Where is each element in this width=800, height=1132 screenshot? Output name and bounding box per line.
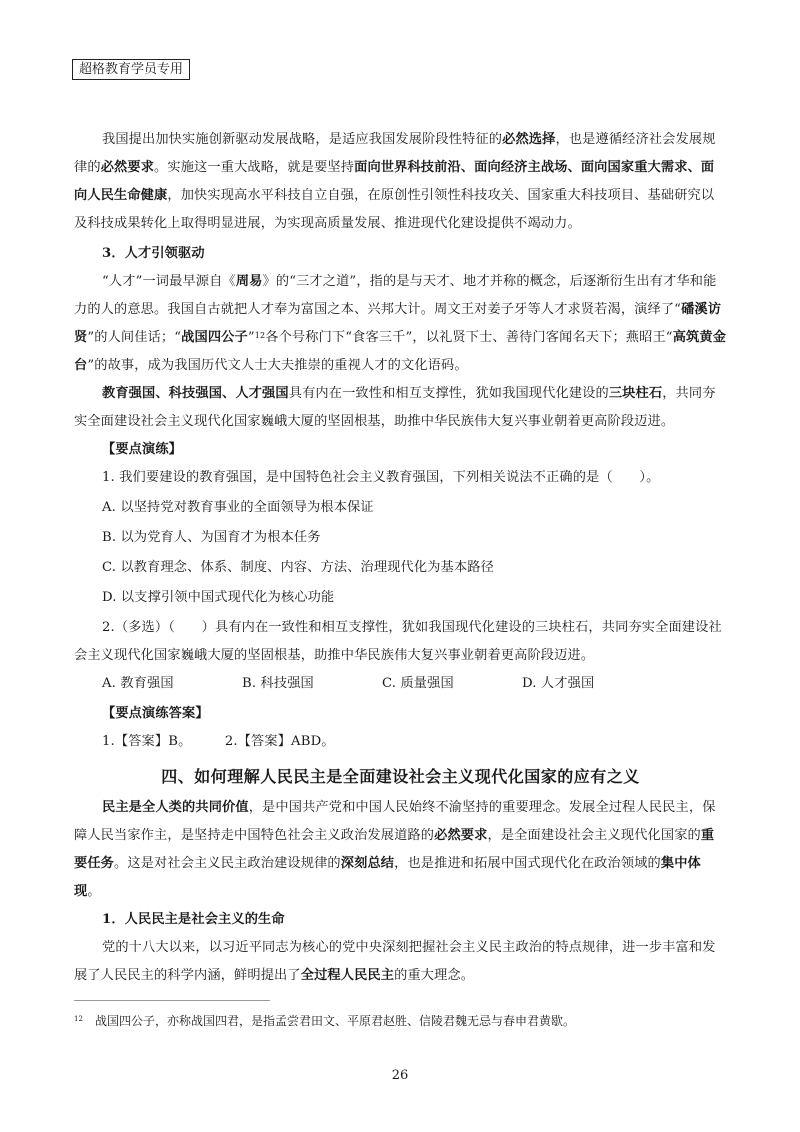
question-1-stem: 1. 我们要建设的教育强国，是中国特色社会主义教育强国，下列相关说法不正确的是（ ）。 [102,470,660,485]
question-1-option-b: B. 以为党育人、为国育才为根本任务 [102,530,321,545]
question-2-stem: 2.（多选）（ ）具有内在一致性和相互支撑性，犹如我国现代化建设的三块柱石，共同夯实全面建设社会主义现代化国家巍峨大厦的坚固根基，助推中华民族伟大复兴事业朝着更高阶段迈进。 [74,620,722,663]
question-1-option-d: D. 以支撑引领中国式现代化为核心功能 [102,590,335,605]
answer-2: 2.【答案】ABD。 [224,734,335,749]
paragraph-democracy: 民主是全人类的共同价值，是中国共产党和中国人民始终不渝坚持的重要理念。发展全过程人民民主，保障人民当家作主，是坚持走中国特色社会主义政治发展道路的必然要求，是全面建设社会主义现代化国家的重要任务。这是对社会主义民主政治建设规律的深刻总结，也是推进和拓展中国式现代化在政治领域的集中体现。 [74,800,716,899]
question-2-option-c: C. 质量强国 [382,676,454,691]
heading-democracy-life: 1．人民民主是社会主义的生命 [102,912,285,927]
heading-talent: 3．人才引领驱动 [102,246,205,261]
header-label: 超格教育学员专用 [72,59,190,80]
paragraph-three-pillars: 教育强国、科技强国、人才强国具有内在一致性和相互支撑性，犹如我国现代化建设的三块柱石，共同夯实全面建设社会主义现代化国家巍峨大厦的坚固根基，助推中华民族伟大复兴事业朝着更高阶段迈进。 [74,386,716,429]
paragraph-innovation: 我国提出加快实施创新驱动发展战略，是适应我国发展阶段性特征的必然选择，也是遵循经济社会发展规律的必然要求。实施这一重大战略，就是要坚持面向世界科技前沿、面向经济主战场、面向国家重大需求、面向人民生命健康，加快实现高水平科技自立自强，在原创性引领性科技攻关、国家重大科技项目、基础研究以及科技成果转化上取得明显进展，为实现高质量发展、推进现代化建设提供不竭动力。 [74,132,716,231]
question-2-options [74,670,727,698]
paragraph-talent: “人才”一词最早源自《周易》的“三才之道”，指的是与天才、地才并称的概念，后逐渐衍生出有才华和能力的人的意思。我国自古就把人才奉为富国之本、兴邦大计。周文王对姜子牙等人才求贤若渴，演绎了“磻溪访贤”的人间佳话；“战国四公子”$^{12}$各个号称门下“食客三千”，以礼贤下士、善待门客闻名天下；燕昭王“高筑黄金台”的故事，成为我国历代文人士大夫推崇的重视人才的文化语码。 [74,274,727,373]
answers-title: 【要点演练答案】 [102,706,209,721]
footnote-divider [74,1000,270,1001]
main-content [74,126,727,990]
answer-1: 1.【答案】B。 [102,734,185,749]
practice-title: 【要点演练】 [102,442,183,457]
page-number: 26 [391,1068,409,1083]
question-1-option-c: C. 以教育理念、体系、制度、内容、方法、治理现代化为基本路径 [102,560,494,575]
footnote-ref: 12 [254,331,266,340]
paragraph-whole-process: 党的十八大以来，以习近平同志为核心的党中央深刻把握社会主义民主政治的特点规律，进一步丰富和发展了人民民主的科学内涵，鲜明提出了全过程人民民主的重大理念。 [74,940,716,983]
question-2-option-a: A. 教育强国 [102,676,174,691]
footnote: $^{12}$ 战国四公子，亦称战国四君，是指孟尝君田文、平原君赵胜、信陵君魏无忌与春申君黄歇。 [74,1014,575,1028]
section-heading: 四、如何理解人民民主是全面建设社会主义现代化国家的应有之义 [161,767,640,786]
question-2-option-b: B. 科技强国 [242,676,314,691]
answers-line [74,728,727,756]
question-2-option-d: D. 人才强国 [522,676,595,691]
question-1-option-a: A. 以坚持党对教育事业的全面领导为根本保证 [102,500,374,515]
